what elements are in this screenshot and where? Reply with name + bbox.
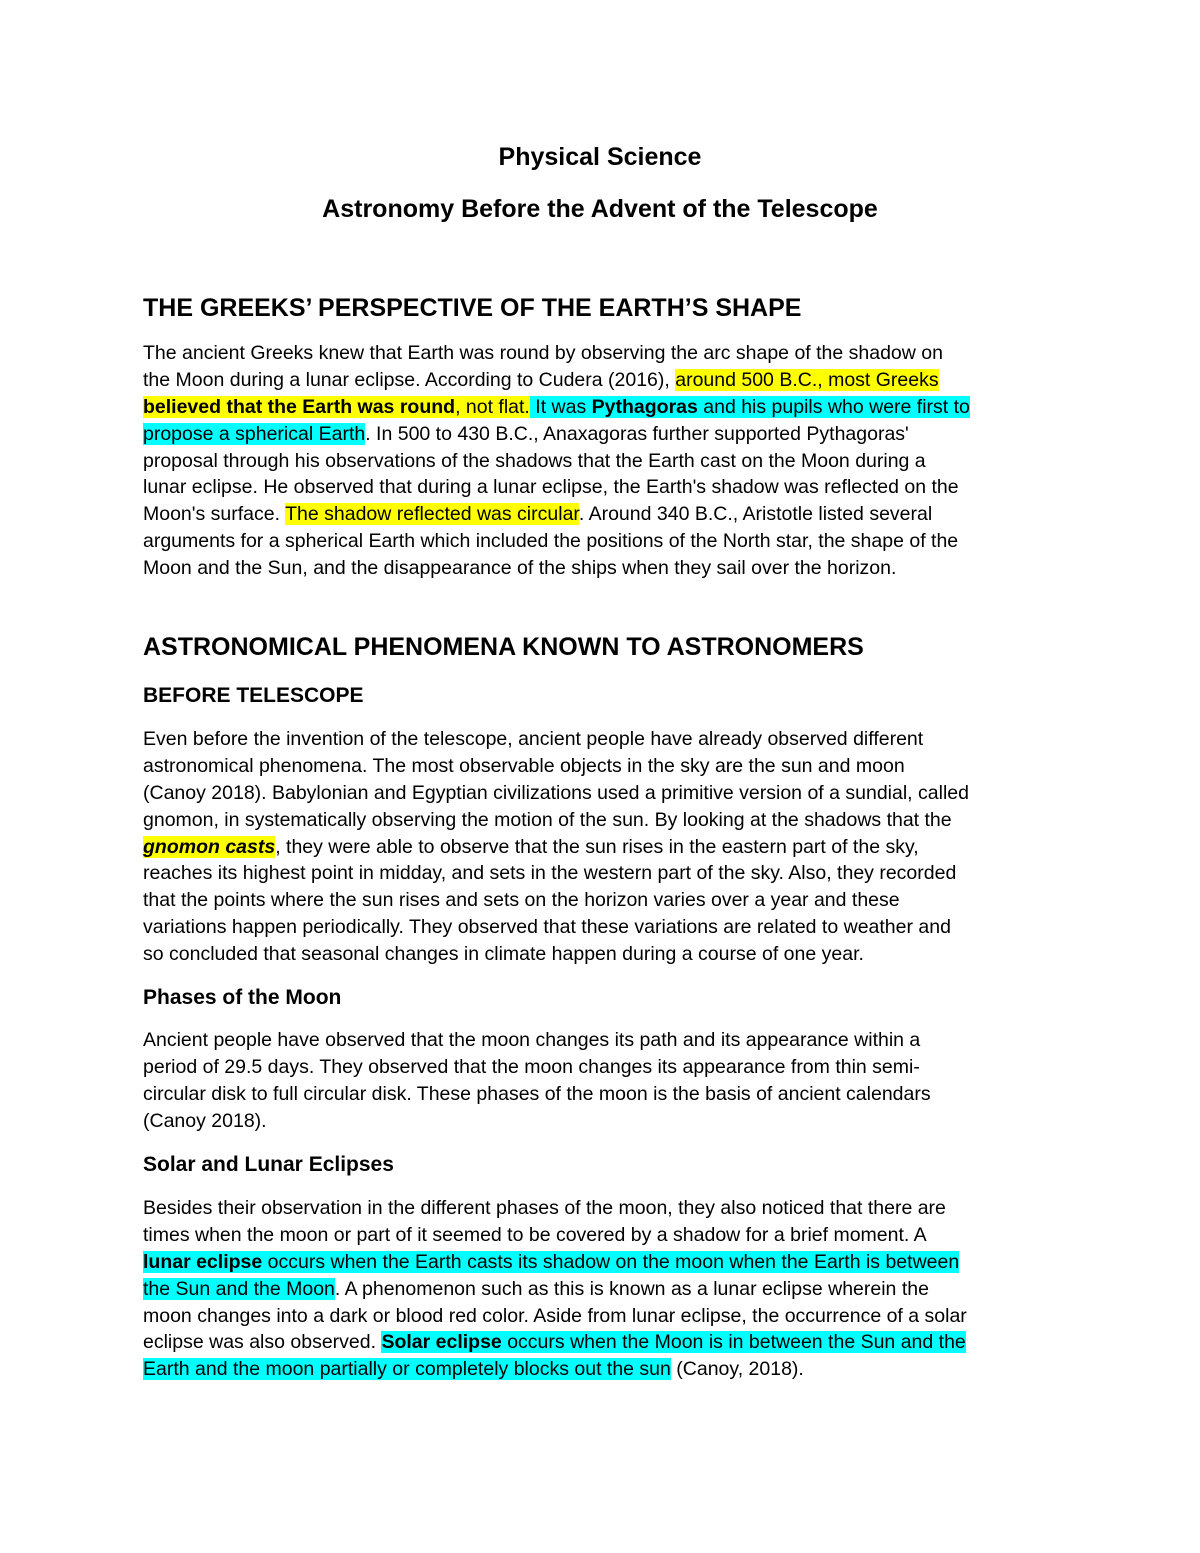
- subheading-solar-and-lunar-eclipses: Solar and Lunar Eclipses: [143, 1153, 394, 1176]
- highlight-yellow-bold: believed that the Earth was round: [143, 395, 456, 418]
- highlight-yellow: around 500 B.C., most Greeks: [675, 368, 939, 391]
- paragraph-line: [143, 780, 969, 807]
- paragraph-line: [143, 394, 970, 421]
- highlight-cyan: and his pupils who were first to: [697, 395, 970, 418]
- highlight-yellow-bold-italic: gnomon casts: [143, 835, 276, 858]
- paragraph-line: [143, 834, 969, 861]
- paragraph-line: [143, 1195, 967, 1222]
- text-run: Even before the invention of the telescope, ancient people have already observed different: [143, 728, 924, 750]
- highlight-cyan-bold: Pythagoras: [591, 395, 698, 418]
- text-run: proposal through his observations of the shadows that the Earth cast on the Moon during a: [143, 449, 926, 472]
- text-run: (Canoy, 2018).: [670, 1358, 804, 1381]
- text-run: variations happen periodically. They observed that these variations are related to weather and: [143, 916, 951, 939]
- paragraph-solar-and-lunar-eclipses: [143, 1195, 967, 1383]
- text-run: (Canoy 2018).: [143, 1109, 267, 1132]
- highlight-cyan: occurs when the Moon is in between the Sun and the: [501, 1331, 966, 1354]
- paragraph-line: [143, 340, 970, 367]
- paragraph-line: [143, 807, 969, 834]
- text-run: Moon's surface.: [143, 503, 286, 526]
- highlight-cyan: Earth and the moon partially or completely blocks out the sun: [143, 1358, 671, 1381]
- text-run: Moon and the Sun, and the disappearance of the ships when they sail over the horizon.: [143, 557, 897, 580]
- paragraph-greeks-perspective: [143, 340, 970, 582]
- paragraph-line: [143, 1356, 967, 1383]
- paragraph-line: [143, 1222, 967, 1249]
- paragraph-line: [143, 860, 969, 887]
- paragraph-line: [143, 474, 970, 501]
- paragraph-line: [143, 753, 969, 780]
- paragraph-line: [143, 448, 970, 475]
- paragraph-line: [143, 421, 970, 448]
- text-run: so concluded that seasonal changes in climate happen during a course of one year.: [143, 943, 864, 966]
- text-run: Ancient people have observed that the moon changes its path and its appearance within a: [143, 1029, 921, 1051]
- highlight-cyan: propose a spherical Earth: [143, 422, 366, 445]
- paragraph-line: [143, 1054, 931, 1081]
- paragraph-line: [143, 1027, 931, 1054]
- highlight-yellow: The shadow reflected was circular: [285, 503, 579, 526]
- text-run: that the points where the sun rises and sets on the horizon varies over a year and these: [143, 889, 900, 912]
- text-run: (Canoy 2018). Babylonian and Egyptian civilizations used a primitive version of a sundial, called: [143, 781, 969, 804]
- text-run: . Around 340 B.C., Aristotle listed several: [578, 503, 933, 526]
- paragraph-line: [143, 555, 970, 582]
- text-run: moon changes into a dark or blood red color. Aside from lunar eclipse, the occurrence of a solar: [143, 1304, 967, 1327]
- paragraph-line: [143, 1249, 967, 1276]
- paragraph-line: [143, 501, 970, 528]
- paragraph-phases-of-the-moon: [143, 1027, 931, 1135]
- document-subtitle: Astronomy Before the Advent of the Telescope: [322, 195, 878, 223]
- section-heading-astronomical-phenomena: ASTRONOMICAL PHENOMENA KNOWN TO ASTRONOMERS: [143, 633, 864, 661]
- paragraph-line: [143, 528, 970, 555]
- subheading-phases-of-the-moon: Phases of the Moon: [143, 986, 342, 1009]
- highlight-cyan: the Sun and the Moon: [143, 1277, 335, 1300]
- paragraph-line: [143, 887, 969, 914]
- text-run: times when the moon or part of it seemed to be covered by a shadow for a brief moment. A: [143, 1223, 927, 1246]
- paragraph-line: [143, 1081, 931, 1108]
- text-run: The ancient Greeks knew that Earth was round by observing the arc shape of the shadow on: [143, 342, 943, 364]
- text-run: . A phenomenon such as this is known as a lunar eclipse wherein the: [334, 1277, 929, 1300]
- text-run: astronomical phenomena. The most observable objects in the sky are the sun and moon: [143, 754, 905, 777]
- text-run: eclipse was also observed.: [143, 1331, 382, 1354]
- text-run: reaches its highest point in midday, and sets in the western part of the sky. Also, they recorded: [143, 862, 957, 885]
- text-run: lunar eclipse. He observed that during a lunar eclipse, the Earth's shadow was reflected on the: [143, 476, 959, 499]
- text-run: gnomon, in systematically observing the motion of the sun. By looking at the shadows that the: [143, 808, 952, 831]
- paragraph-before-telescope: [143, 726, 969, 968]
- paragraph-line: [143, 367, 970, 394]
- paragraph-line: [143, 941, 969, 968]
- document-title: Physical Science: [498, 143, 702, 171]
- paragraph-line: [143, 1276, 967, 1303]
- paragraph-line: [143, 726, 969, 753]
- highlight-cyan: It was: [529, 395, 592, 418]
- paragraph-line: [143, 914, 969, 941]
- text-run: the Moon during a lunar eclipse. According to Cudera (2016),: [143, 368, 676, 391]
- paragraph-line: [143, 1303, 967, 1330]
- text-run: arguments for a spherical Earth which included the positions of the North star, the shape of the: [143, 530, 959, 553]
- highlight-cyan-bold: lunar eclipse: [143, 1250, 263, 1273]
- section-heading-greeks-perspective: THE GREEKS’ PERSPECTIVE OF THE EARTH’S SHAPE: [143, 294, 802, 322]
- highlight-yellow: , not flat.: [455, 395, 530, 418]
- subheading-before-telescope: BEFORE TELESCOPE: [143, 684, 364, 707]
- highlight-cyan-bold: Solar eclipse: [381, 1331, 502, 1354]
- text-run: period of 29.5 days. They observed that the moon changes its appearance from thin semi-: [143, 1055, 920, 1078]
- paragraph-line: [143, 1108, 931, 1135]
- text-run: , they were able to observe that the sun rises in the eastern part of the sky,: [275, 835, 919, 858]
- paragraph-line: [143, 1329, 967, 1356]
- text-run: . In 500 to 430 B.C., Anaxagoras further supported Pythagoras': [365, 422, 909, 445]
- highlight-cyan: occurs when the Earth casts its shadow on the moon when the Earth is between: [262, 1250, 960, 1273]
- text-run: circular disk to full circular disk. These phases of the moon is the basis of ancient calendars: [143, 1082, 931, 1105]
- text-run: Besides their observation in the different phases of the moon, they also noticed that there are: [143, 1197, 946, 1219]
